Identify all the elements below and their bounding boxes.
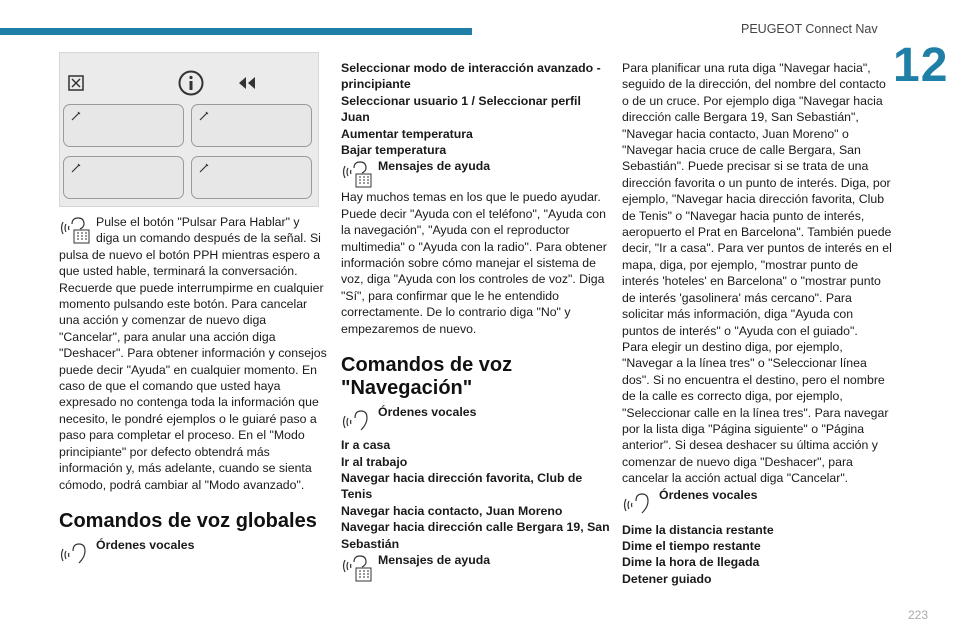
command-item: Navegar hacia dirección favorita, Club de Tenis	[341, 470, 583, 502]
voice-commands-row	[622, 487, 892, 520]
command-item: Bajar temperatura	[341, 143, 447, 158]
voice-keypad-icon	[59, 216, 91, 246]
info-icon	[178, 70, 204, 101]
command-item: Ir a casa	[341, 438, 391, 453]
command-item: Dime la distancia restante	[622, 522, 774, 537]
page-number: 223	[908, 608, 929, 622]
command-item: Seleccionar modo de interacción avanzado - principiante	[341, 61, 601, 92]
screen-panel	[191, 156, 312, 199]
voice-keypad-icon	[341, 554, 373, 584]
column-1	[59, 214, 329, 553]
column-3	[622, 60, 892, 587]
screen-panel	[63, 156, 184, 199]
help-messages-row	[341, 158, 611, 189]
voice-commands-label: Órdenes vocales	[378, 405, 477, 420]
command-item: Dime el tiempo restante	[622, 538, 761, 553]
tip-second-line: diga un comando después de la señal. Si	[96, 231, 321, 246]
voice-screen-illustration	[59, 52, 319, 207]
voice-commands-row	[59, 537, 329, 553]
help-messages-row	[341, 552, 611, 583]
screen-panel	[191, 104, 312, 147]
help-text: Hay muchos temas en los que le puedo ayudar. Puede decir "Ayuda con el teléfono", "Ayuda con la navegación", "Ayuda con el reproductor multimedia" o "Ayuda con la radio". Para obtener información sobre cómo manejar el sistema de voz, diga "Ayuda con los controles de voz". Diga "Sí", para confirmar que le he entendido correctamente. De lo contrario diga "No" y empezaremos de nuevo.	[341, 190, 607, 336]
back-icon	[236, 75, 258, 96]
voice-commands-row	[341, 404, 611, 437]
command-item: Seleccionar usuario 1 / Seleccionar perfil Juan	[341, 93, 581, 125]
command-item: Aumentar temperatura	[341, 126, 473, 141]
header-accent-bar	[0, 28, 472, 35]
voice-commands-label: Órdenes vocales	[659, 487, 758, 502]
push-to-talk-tip	[59, 214, 329, 247]
command-item: Detener guiado	[622, 571, 712, 586]
help-text: Para elegir un destino diga, por ejemplo, "Navegar a la línea tres" o "Seleccionar línea dos". Si no encuentra el destino, pero el nombre de la calle es correcto diga, por ejemplo, "Seleccionar calle en la línea tres". Para navegar por la lista diga "Página siguiente" o "Página anterior". Si desea deshacer su última acción y comenzar de nuevo diga "Deshacer", para cancelar la acción actual diga "Cancelar".	[622, 339, 889, 486]
voice-keypad-icon	[341, 160, 373, 190]
pen-icon	[198, 161, 210, 179]
tip-first-line: Pulse el botón "Pulsar Para Hablar" y	[96, 215, 300, 229]
pen-icon	[70, 161, 82, 179]
help-messages-label: Mensajes de ayuda	[378, 159, 491, 174]
chapter-number: 12	[893, 39, 949, 92]
voice-commands-icon	[341, 406, 373, 436]
column-2	[341, 60, 611, 583]
tip-body: pulsa de nuevo el botón PPH mientras espero a que usted hable, terminará la conversación. Recuerde que puede interrumpirme en cualquier momento pulsando este botón. Para cancelar una acción y comenzar de nuevo diga "Cancelar", para anular una acción diga "Deshacer". Para obtener información y consejos puede decir "Ayuda" en cualquier momento. En caso de que el comando que usted haya expresado no contenga toda la información que necesito, le pondré ejemplos o le guiaré paso a paso para completar el proceso. En el "Modo principiante" por defecto obtendrá más información y, más adelante, cuando se sienta cómodo, podrá cambiar al "Modo avanzado".	[59, 247, 327, 492]
section-heading-navigation: Comandos de voz "Navegación"	[341, 354, 513, 400]
command-item: Navegar hacia dirección calle Bergara 19, San Sebastián	[341, 520, 610, 551]
command-item: Ir al trabajo	[341, 454, 408, 469]
help-text: Para planificar una ruta diga "Navegar hacia", seguido de la dirección, del nombre del contacto o de un cruce. Por ejemplo diga "Navegar hacia dirección calle Bergara 19, San Sebastián", "Navegar hacia contacto, Juan Moreno" o "Navegar hacia cruce de calle Bergara, San Sebastián". Puede precisar si se trata de una dirección favorita o un punto de interés. Diga, por ejemplo, "Navegar hacia dirección favorita, Club de Tenis" o "Navegar hacia punto de interés, aeropuerto el Prat en Barcelona". También puede decir, "Ir a casa". Para ver puntos de interés en el mapa, diga, por ejemplo, "mostrar punto de interés 'hoteles' en Barcelona" o "mostrar punto de interés 'gasolinera' más cercano". Para solicitar más información, diga "Ayuda con puntos de interés" o "Ayuda con el guiado".	[622, 61, 892, 338]
voice-commands-label: Órdenes vocales	[96, 537, 195, 552]
pen-icon	[70, 109, 82, 127]
voice-off-icon	[68, 75, 84, 96]
pen-icon	[198, 109, 210, 127]
voice-commands-icon	[622, 489, 654, 519]
command-item: Navegar hacia contacto, Juan Moreno	[341, 503, 563, 518]
voice-commands-icon	[59, 539, 91, 569]
section-heading-global: Comandos de voz globales	[59, 509, 317, 532]
header-title: PEUGEOT Connect Nav	[741, 22, 878, 36]
screen-panel	[63, 104, 184, 147]
command-item: Dime la hora de llegada	[622, 555, 760, 570]
help-messages-label: Mensajes de ayuda	[378, 552, 491, 567]
